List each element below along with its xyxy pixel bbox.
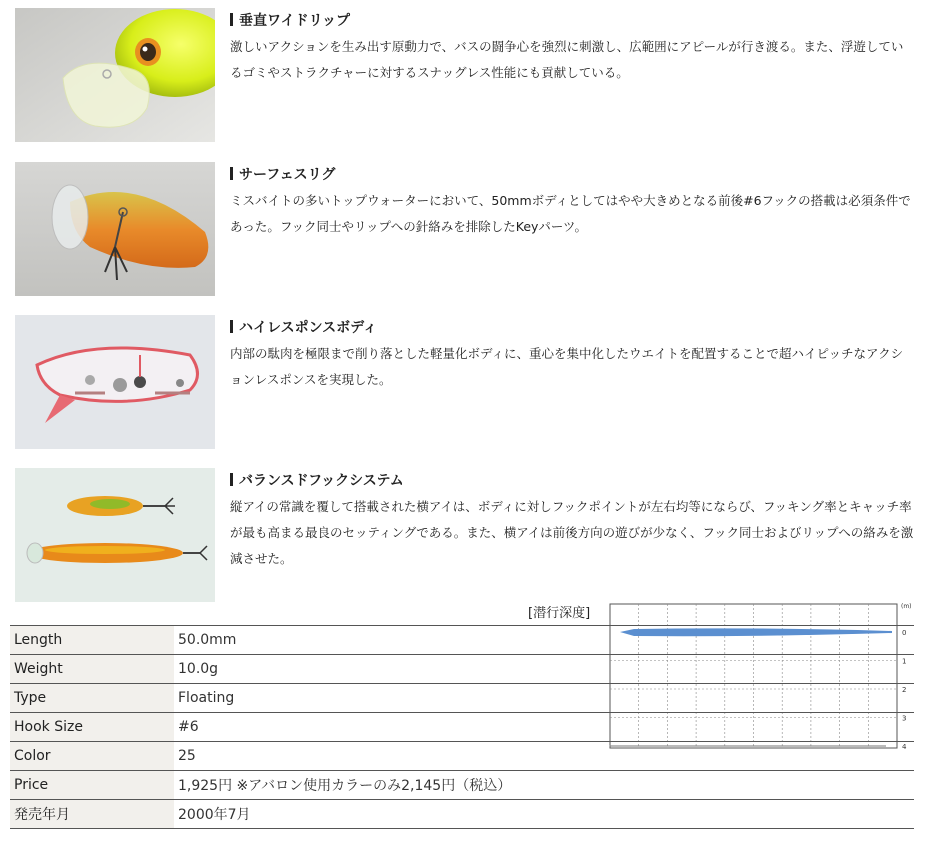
spec-row [10, 655, 914, 684]
spec-row [10, 713, 914, 742]
spec-label: Type [10, 684, 174, 713]
depth-unit-label: (m) [901, 603, 912, 610]
spec-value: Floating [174, 684, 914, 713]
spec-label: Price [10, 771, 174, 800]
depth-tick-label: 4 [902, 743, 907, 751]
depth-tick-label: 1 [902, 657, 907, 666]
feature-title: バランスドフックシステム [230, 470, 404, 490]
depth-tick-label: 2 [902, 686, 907, 694]
spec-value: 10.0g [174, 655, 914, 684]
feature-image-surface-rig [15, 162, 215, 296]
feature-surface-rig [15, 162, 920, 296]
depth-tick-label: 3 [902, 714, 907, 723]
feature-description: 内部の駄肉を極限まで削り落とした軽量化ボディに、重心を集中化したウエイトを配置することで超ハイピッチなアクションレスポンスを実現した。 [230, 346, 904, 387]
feature-image-hook-system [15, 468, 215, 602]
feature-title: ハイレスポンスボディ [230, 317, 377, 337]
spec-row [10, 800, 914, 829]
feature-description: 激しいアクションを生み出す原動力で、バスの闘争心を強烈に刺激し、広範囲にアピールが行き渡る。また、浮遊しているゴミやストラクチャーに対するスナッグレス性能にも貢献している。 [230, 39, 904, 80]
spec-label: Hook Size [10, 713, 174, 742]
spec-value: 1,925円 ※アバロン使用カラーのみ2,145円（税込） [174, 771, 914, 800]
spec-table [10, 625, 914, 829]
feature-title: 垂直ワイドリップ [230, 10, 350, 30]
spec-row [10, 626, 914, 655]
spec-value: #6 [174, 713, 914, 742]
depth-tick-label: 0 [902, 629, 907, 637]
spec-label: Color [10, 742, 174, 771]
feature-title: サーフェスリグ [230, 164, 335, 184]
feature-vertical-wide-lip [15, 8, 920, 142]
spec-label: 発売年月 [10, 800, 174, 829]
depth-chart-title: [潜行深度] [528, 606, 591, 621]
spec-label: Length [10, 626, 174, 655]
feature-high-response-body [15, 315, 920, 449]
spec-value: 25 [174, 742, 914, 771]
feature-description: 縦アイの常識を覆して搭載された横アイは、ボディに対しフックポイントが左右均等にならび、フッキング率とキャッチ率が最も高まる最良のセッティングである。また、横アイは前後方向の遊びが少なく、フック同士およびリップへの絡みを激減させた。 [230, 499, 914, 566]
spec-row [10, 742, 914, 771]
spec-value: 2000年7月 [174, 800, 914, 829]
feature-image-lip [15, 8, 215, 142]
spec-value: 50.0mm [174, 626, 914, 655]
spec-row [10, 684, 914, 713]
spec-row [10, 771, 914, 800]
feature-description: ミスバイトの多いトップウォーターにおいて、50mmボディとしてはやや大きめとなる前後#6フックの搭載は必須条件であった。フック同士やリップへの針絡みを排除したKeyパーツ。 [230, 193, 911, 234]
spec-label: Weight [10, 655, 174, 684]
feature-balanced-hook-system [15, 468, 920, 602]
feature-image-clear-body [15, 315, 215, 449]
